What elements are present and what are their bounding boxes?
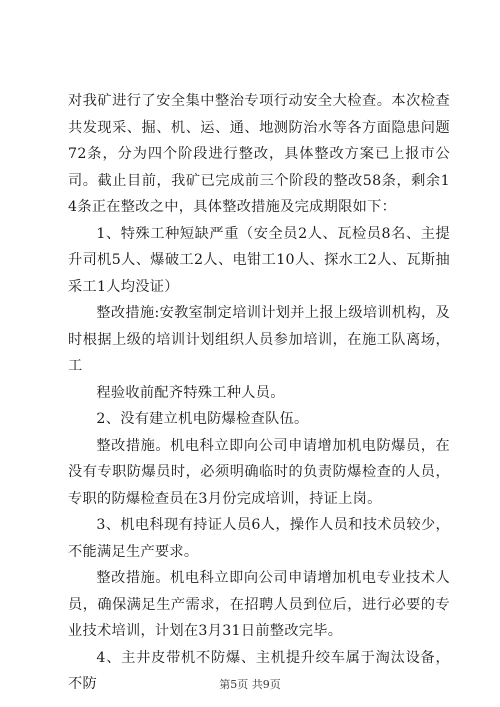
page-number-footer: 第5页 共9页 <box>219 678 281 691</box>
paragraph-item-1: 1、特殊工种短缺严重（安全员2人、瓦检员8名、主提升司机5人、爆破工2人、电钳工10人、探水工2人、瓦斯抽采工1人均没证） <box>68 225 450 295</box>
paragraph-item-3: 3、机电科现有持证人员6人，操作人员和技术员较少，不能满足生产要求。 <box>68 517 450 560</box>
paragraph-measure-1-continued: 程验收前配齐特殊工种人员。 <box>96 384 285 401</box>
paragraph-measure-2: 整改措施。机电科立即向公司申请增加机电防爆员，在没有专职防爆员时，必须明确临时的负责防爆检查的人员，专职的防爆检查员在3月份完成培训，持证上岗。 <box>68 437 450 507</box>
paragraph-measure-1: 整改措施:安教室制定培训计划并上报上级培训机构，及时根据上级的培训计划组织人员参加培训，在施工队离场，工 <box>68 305 450 374</box>
paragraph-intro: 对我矿进行了安全集中整治专项行动安全大检查。本次检查共发现采、掘、机、运、通、地测防治水等各方面隐患问题72条，分为四个阶段进行整改，具体整改方案已上报市公司。截止目前，我矿已完成前三个阶段的整改58条，剩余14条正在整改之中，具体整改措施及完成期限如下： <box>68 93 450 215</box>
paragraph-item-2: 2、没有建立机电防爆检查队伍。 <box>96 411 309 427</box>
paragraph-measure-3: 整改措施。机电科立即向公司申请增加机电专业技术人员，确保满足生产需求，在招聘人员到位后，进行必要的专业技术培训，计划在3月31日前整改完毕。 <box>68 570 450 639</box>
paragraph-item-4: 4、主井皮带机不防爆、主机提升绞车属于淘汰设备，不防 <box>68 649 450 692</box>
document-body <box>68 88 450 698</box>
